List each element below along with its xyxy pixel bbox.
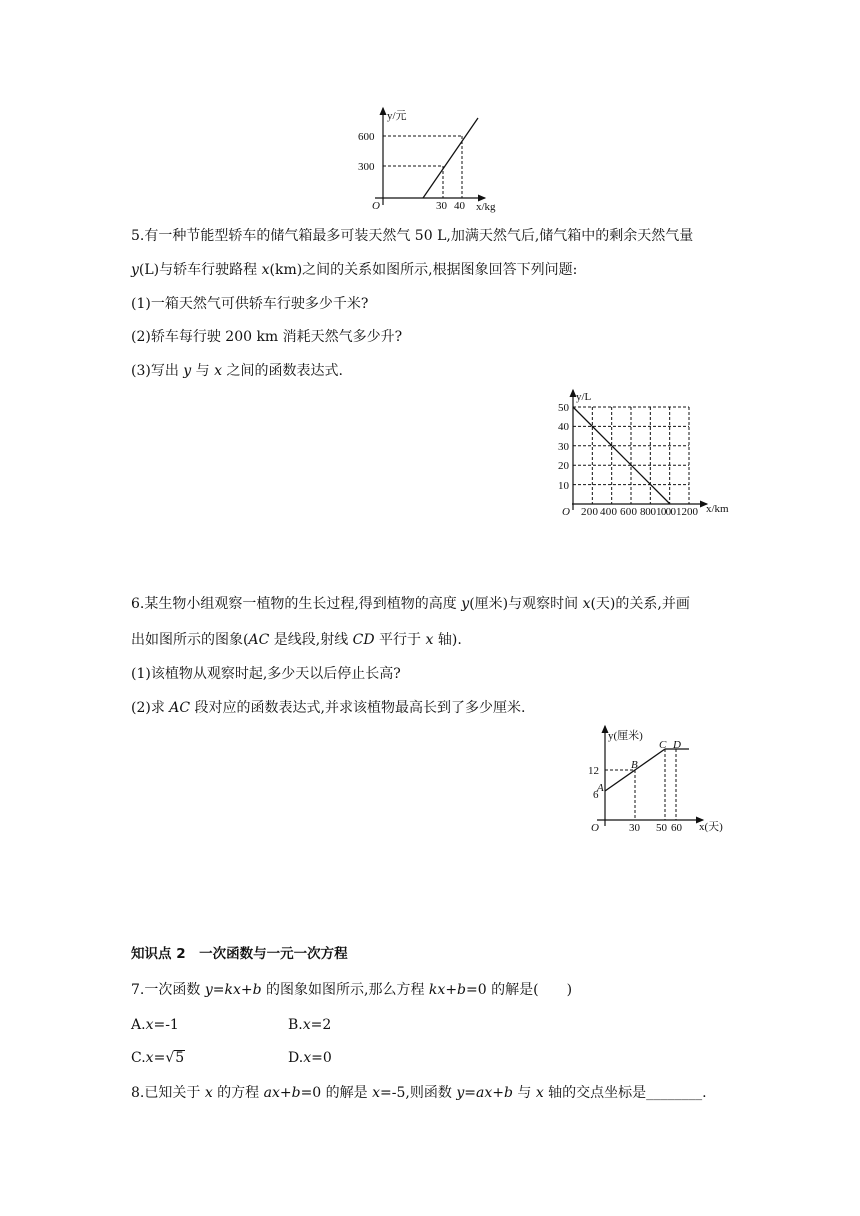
x-axis-label: x(天) [699, 821, 723, 833]
graph-line [573, 407, 670, 504]
origin-label: O [372, 200, 380, 212]
figure-growth-graph [585, 722, 745, 837]
q7-option-c: C.x=√5 [131, 1050, 185, 1066]
x-tick-30: 30 [629, 822, 640, 834]
point-a-label: A [597, 782, 604, 794]
y-tick-6: 6 [593, 789, 599, 801]
section-heading: 知识点 2 一次函数与一元一次方程 [131, 946, 348, 962]
q7-stem: 7.一次函数 y=kx+b 的图象如图所示,那么方程 kx+b=0 的解是( ) [131, 982, 573, 998]
x-tick-600: 600 [620, 506, 637, 518]
x-tick-30: 30 [436, 200, 447, 212]
x-tick-1000: 1000 [656, 506, 676, 518]
q6-sub1: (1)该植物从观察时起,多少天以后停止长高? [131, 666, 401, 682]
q5-sub1: (1)一箱天然气可供轿车行驶多少千米? [131, 296, 369, 312]
x-tick-800: 800 [640, 506, 656, 518]
q8-stem: 8.已知关于 x 的方程 ax+b=0 的解是 x=-5,则函数 y=ax+b 与 x 轴的交点坐标是________. [131, 1085, 707, 1101]
q5-stem-line2: y(L)与轿车行驶路程 x(km)之间的关系如图所示,根据图象回答下列问题: [131, 262, 578, 278]
x-tick-50: 50 [656, 822, 667, 834]
origin-label: O [562, 506, 570, 518]
figure-price-graph [355, 105, 515, 217]
figure-fuel-graph [552, 388, 737, 523]
y-tick-12: 12 [588, 765, 599, 777]
q6-stem-line2: 出如图所示的图象(AC 是线段,射线 CD 平行于 x 轴). [131, 632, 462, 648]
sqrt-sign: √ [165, 1050, 175, 1066]
point-b-label: B [631, 759, 638, 771]
origin-label: O [591, 822, 599, 834]
x-tick-200: 200 [581, 506, 598, 518]
y-tick-300: 300 [358, 161, 375, 173]
y-axis-label: y/L [576, 391, 592, 403]
q5-stem-line1: 5.有一种节能型轿车的储气箱最多可装天然气 50 L,加满天然气后,储气箱中的剩余天然气量 [131, 228, 694, 244]
q7-option-a: A.x=-1 [131, 1017, 179, 1033]
q7-option-d: D.x=0 [288, 1050, 332, 1066]
y-tick-50: 50 [558, 402, 569, 414]
x-tick-60: 60 [671, 822, 682, 834]
graph-line [423, 118, 478, 198]
x-axis-label: x/km [706, 503, 729, 515]
q7-option-b: B.x=2 [288, 1017, 332, 1033]
grid [573, 407, 689, 504]
x-axis-label: x/kg [476, 201, 496, 213]
x-tick-40: 40 [454, 200, 465, 212]
y-tick-600: 600 [358, 131, 375, 143]
y-axis-label: y(厘米) [608, 730, 643, 742]
y-axis-label: y/元 [387, 110, 407, 122]
q5-sub2: (2)轿车每行驶 200 km 消耗天然气多少升? [131, 329, 403, 345]
q6-sub2: (2)求 AC 段对应的函数表达式,并求该植物最高长到了多少厘米. [131, 700, 526, 716]
x-tick-400: 400 [600, 506, 617, 518]
x-tick-1200: 1200 [676, 506, 698, 518]
sqrt-radicand: 5 [175, 1050, 185, 1066]
y-tick-20: 20 [558, 460, 569, 472]
q5-sub3: (3)写出 y 与 x 之间的函数表达式. [131, 363, 343, 379]
point-c-label: C [659, 739, 667, 751]
y-tick-30: 30 [558, 441, 569, 453]
y-tick-10: 10 [558, 480, 569, 492]
point-d-label: D [673, 739, 681, 751]
q6-stem-line1: 6.某生物小组观察一植物的生长过程,得到植物的高度 y(厘米)与观察时间 x(天)的关系,并画 [131, 596, 690, 612]
y-tick-40: 40 [558, 421, 569, 433]
